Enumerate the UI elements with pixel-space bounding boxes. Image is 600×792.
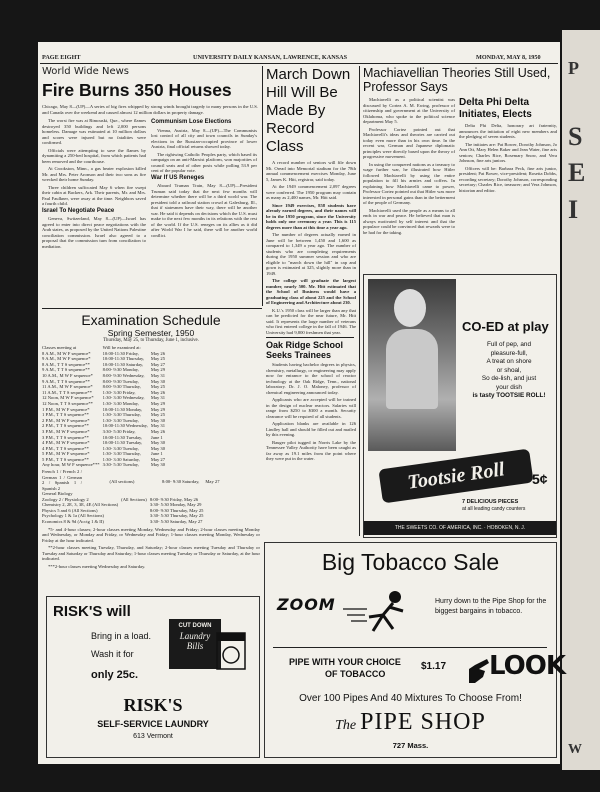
- exam-cell: May 27: [150, 456, 166, 462]
- ad-price: only 25c.: [91, 669, 139, 681]
- paragraph: Officials were attempting to save the flames by dynamiting a 250-bed hospital, from which patients had been removed and the courthouse.: [42, 147, 146, 164]
- tobacco-sale-ad: [264, 542, 565, 758]
- exam-cell: Chemistry 2, 2E, 3, 3E, 4E (All Sections): [42, 502, 119, 508]
- exam-cell: 12 Noon, T T S sequence**: [42, 400, 93, 406]
- subhead: Communism Lose Elections: [151, 119, 232, 125]
- paragraph: Professor Cortez pointed out that Machiavelli's ideas and theories are carried out today even more than in his own time. In the recent war, German and Japanese diplomatic principles were directly based upon the theory of progressive movement.: [363, 126, 455, 159]
- body-shape: [386, 329, 438, 409]
- verse-line: So de-lish, and just: [481, 375, 537, 382]
- paragraph: Application blanks are available in 126 Lindley hall and should be filled out and mailed by this evening.: [266, 421, 356, 437]
- exam-cell: May 25: [150, 412, 166, 418]
- language-time: 8:00- 9:30 Saturday,: [162, 479, 200, 485]
- exam-cell: May 30: [150, 378, 166, 384]
- exam-cell: 3:30- 5:30 Friday,: [102, 428, 136, 434]
- shop-address: 727 Mass.: [392, 741, 429, 750]
- exam-footnotes: [42, 527, 260, 570]
- exam-cell: 1:30- 3:30 Monday,: [102, 400, 139, 406]
- exam-cell: 8:00- 9:30 Thursday,: [102, 384, 141, 390]
- exam-cell: 2 P.M., M W F sequence*: [42, 417, 90, 423]
- exam-cell: 8:00- 9:30 Friday, May 26: [149, 496, 199, 502]
- paragraph: Students having bachelor degrees in physics, chemistry, metallurgy, or engineering may apply now for entrance to the school of reactor technology at the Oak Ridge, Tenn., national laboratory. Dr. J. O. Maloney, professor of chemical engineering announced today.: [266, 362, 356, 395]
- ad-headline: RISK'S will: [53, 603, 131, 620]
- subhead: Oak Ridge School Seeks Trainees: [266, 340, 344, 360]
- washing-machine-icon: [215, 627, 247, 671]
- exam-cell: May 30: [150, 440, 166, 446]
- badge-line: Laundry: [179, 631, 211, 641]
- paragraph: Geneva, Switzerland, May 8—(UP)—Israel has agreed to enter into direct peace negotiations with the Arab states, as proposed by the United Nations Palestine conciliation commission. Israel also agreed to a proposal that the commission turn from conciliation to mediation.: [42, 216, 146, 249]
- risks-laundry-ad: [46, 596, 260, 758]
- ad-offer-line: PIPE WITH YOUR CHOICE: [289, 657, 401, 667]
- exam-cell: 8:00- 9:30 Thursday, May 25: [149, 507, 204, 513]
- story-rule: [266, 337, 354, 338]
- exam-cell: 8:00- 9:30 Tuesday,: [102, 378, 139, 384]
- laundry-badge: [169, 619, 247, 677]
- story-column: [363, 97, 455, 237]
- exam-cell: May 26: [150, 389, 166, 395]
- exam-cell: 9 A.M., M W F sequence*: [42, 356, 91, 362]
- exam-table: [42, 345, 168, 468]
- exam-cell: June 1: [150, 434, 163, 440]
- exam-cell: 10 A.M., M W F sequence*: [42, 372, 93, 378]
- masthead-rule: [40, 63, 558, 64]
- news-column-2: [151, 118, 257, 251]
- language-list: French 1 / French 2 / German 1 / German 2 / Spanish 1 / Spanish 2: [42, 469, 82, 491]
- exam-cell: May 31: [150, 423, 166, 429]
- paper-name: UNIVERSITY DAILY KANSAN, LAWRENCE, KANSAS: [193, 54, 348, 61]
- ad-tagline: at all leading candy counters: [462, 506, 526, 512]
- exam-schedule: [42, 312, 260, 590]
- delta-phi-story: [459, 97, 557, 237]
- issue-date: MONDAY, MAY 8, 1950: [476, 54, 541, 61]
- verse-line: is tasty TOOTSIE ROLL!: [472, 392, 546, 399]
- paragraph: Bauger pilot tugged in Norris Lake by the Tennessee Valley Authority have been caught as far away as 19.1 miles from the point where they were put in the water.: [266, 439, 356, 461]
- ad-tagline: 7 DELICIOUS PIECES: [462, 499, 519, 505]
- subhead: Israel To Negotiate Peace: [42, 207, 115, 214]
- business-name: RISK'S: [123, 695, 183, 715]
- hand-icon: [465, 655, 491, 685]
- dateline: Thursday, May 25, to Thursday, June 1, inclusive.: [103, 338, 199, 343]
- exam-cell: (All Sections): [121, 496, 147, 502]
- column-rule: [359, 66, 360, 536]
- exam-cell: May 27: [150, 361, 166, 367]
- strip-letter: I: [568, 195, 579, 224]
- paragraph: Machiavelli used the people as a means to all ends in war and peace. He believed that man is always motivated by self interest and that the populace could be convinced that rewards were to be had for the taking.: [363, 207, 455, 235]
- newspaper-page: [38, 42, 565, 764]
- exam-cell: 1:30- 3:30 Thursday,: [102, 412, 141, 418]
- strip-letter: W: [568, 742, 582, 757]
- exam-cell: Physics 5 and 6 (All Sections): [42, 507, 98, 513]
- exam-cell: 8:00- 9:30 Monday,: [102, 367, 139, 373]
- strip-letter: P: [568, 58, 579, 78]
- footnote: *5- and 4-hour classes; 2-hour classes meeting Monday, Wednesday and Friday; 2-hour classes meeting Monday and Wednesday, or Monday and Friday, or Wednesday and Friday; 1-hour classes meeting Monday, Wednesday or Friday at the hour indicated.: [42, 526, 260, 543]
- exam-cell: 10:00-11:30 Tuesday,: [102, 440, 143, 446]
- footnote: **2-hour classes meeting Tuesday, Thursday, and Saturday; 2-hour classes meeting Tuesday and Thursday or Tuesday and Saturday or Thursday and Saturday; 1-hour classes meeting Tuesday or Thursday or Saturday, at the hour indicated.: [42, 545, 260, 562]
- paragraph: At Crookston, Minn., a gas heater explosion killed Mr. and Mrs. Peter Aronson and their two sons as fire wrecked their home Sunday.: [42, 166, 146, 182]
- paragraph: The worst fire was at Rimouski, Que., where flames destroyed 350 buildings and left 2,000 persons homeless. Damage was estimated at 10 million dollars and scores were injured but no fatalities were confirmed.: [42, 118, 146, 145]
- ad-price: 5¢: [532, 471, 548, 487]
- paragraph: A record number of seniors will file down Mt. Oread into Memorial stadium for the 78th annual commencement exercises Monday, June 5, James K. Hitt, registrar, said today.: [266, 160, 356, 182]
- exam-cell: 8:00- 9:30 Wednesday,: [102, 372, 145, 378]
- exam-cell: 10:00-11:30 Tuesday,: [102, 434, 143, 440]
- exam-cell: 8 A.M., T T S sequence**: [42, 361, 90, 367]
- exam-cell: 1:30- 3:30 Thursday,: [102, 451, 141, 457]
- exam-cell: June 1: [150, 451, 163, 457]
- zoom-text: ZOOM: [277, 595, 336, 614]
- world-news-section: [42, 66, 258, 316]
- model-photo: [368, 279, 456, 451]
- look-graphic: [465, 651, 565, 687]
- exam-cell: May 31: [150, 395, 166, 401]
- ad-line: Bring in a load.: [91, 631, 152, 641]
- brand-logo: Tootsie Roll: [406, 458, 506, 494]
- exam-cell: 3:30- 5:30 Monday, May 29: [149, 502, 202, 508]
- paragraph: Three children suffocated May 6 when fire swept their cabin at Backers, Ark. Their parents, Mr. and Mrs. Paul Faulkner, were away at the time. Neighbors saved a fourth child.: [42, 184, 146, 206]
- exam-cell: May 29: [150, 406, 166, 412]
- strip-letter: E: [568, 158, 586, 187]
- exam-cell: Zoology 2 / Physiology 2: [42, 496, 89, 502]
- story-body: [459, 123, 557, 193]
- exam-cell: 5 P.M., M W F sequence*: [42, 451, 90, 457]
- exam-cell: 5 P.M., T T S sequence**: [42, 456, 89, 462]
- exam-cell: 9 A.M., T T S sequence**: [42, 378, 90, 384]
- ad-rule: [273, 647, 547, 648]
- exam-cell: 4 P.M., M W F sequence*: [42, 440, 90, 446]
- verse-line: pleasure-full,: [490, 349, 528, 357]
- page-number: PAGE EIGHT: [42, 54, 81, 61]
- news-column-1: [42, 118, 146, 251]
- business-address: 613 Vermont: [133, 733, 173, 740]
- lead-paragraph: Chicago, May 8—(UP)—A series of big fires whipped by strong winds brought tragedy to many persons in the U.S. and Canada over the weekend and caused almost 12 million dollars in property damage.: [42, 104, 258, 115]
- headline: Machiavellian Theories Still Used, Professor Says: [363, 66, 551, 94]
- running-man-illustration: [277, 589, 417, 635]
- paragraph: K.U.'s 1950 class will be larger than any that can be predicted for the near future, Mr. Hitt said. It represents the large number of veterans who first entered college in the fall of 1946. The University had 9,800 freshmen that year.: [266, 307, 356, 335]
- column-header: Classes meeting at: [42, 345, 77, 350]
- ad-offer-line: OF TOBACCO: [325, 669, 386, 679]
- exam-cell: Any hour, M W F sequence***: [42, 462, 100, 468]
- badge-line: CUT DOWN: [178, 623, 212, 629]
- paragraph: Aboard Truman Train, May 8—(UP)—President Truman said today that the next few months will determine whether there will be a third world war. The president told a railroad station crowd at Galesburg, Ill., that if statesmen have their way, there will be another war. He said it depends on decisions which the U.S. must make to the next few months in its relations with the rest of the world. If the U.S. reneges on its allies as it did after World War I he said, there will be another world conflict.: [151, 183, 257, 238]
- footnote: ***2-hour classes meeting Wednesday and Saturday.: [48, 563, 146, 569]
- special-exam-table: [42, 491, 206, 525]
- tootsie-roll-ad: [363, 274, 557, 538]
- column-header: Will be examined at:: [102, 345, 141, 350]
- headline: Fire Burns 350 Houses: [42, 80, 232, 100]
- paragraph: The college will graduate the largest number, nearly 500. Mr. Hitt estimated that the School of Business would have a graduating class of about 225 and the School of Engineering and Architecture about 230.: [266, 278, 356, 305]
- exam-cell: May 31: [150, 372, 166, 378]
- paragraph: The initiates are: Pat Bower, Dorothy Johnson, Jo Ann Ott, Mary Helen Baker and Jean Water, fine arts seniors; Charles Rice, Rosemary Snow, and Vera Johnson, fine arts juniors.: [459, 141, 557, 163]
- exam-cell: 1:30- 3:30 Friday,: [102, 389, 136, 395]
- ad-tagline: Over 100 Pipes And 40 Mixtures To Choose From!: [299, 693, 522, 704]
- exam-cell: 9 A.M., T T S sequence**: [42, 367, 90, 373]
- running-man-icon: [343, 589, 417, 635]
- strip-letter: S: [568, 122, 583, 151]
- paragraph: Vienna, Austria, May 8—(UP)—The Communists lost control of all city and town councils in Sunday's elections in the Russian-occupied province of lower Austria, final official returns showed today.: [151, 127, 257, 149]
- paragraph: In using the conquered nations as a treasury to wage further war, he illustrated how Hitler followed Machiavelli by using the entire population to fill his armies and coffers. In explaining how Machiavelli came to power, Professor Cortez pointed out that Hitler was more interested in personal gains than in the betterment of the people of Germany.: [363, 161, 455, 205]
- exam-cell: [121, 519, 150, 525]
- exam-cell: 1:30- 3:30 Saturday,: [102, 456, 140, 462]
- ad-line: Wash it for: [91, 649, 134, 659]
- exam-cell: 3:30- 5:30 Thursday, May 25: [149, 513, 204, 519]
- language-date: May 27: [205, 479, 220, 485]
- machiavelli-story: [363, 66, 558, 296]
- exam-cell: 3:30- 5:30 Tuesday,: [102, 462, 139, 468]
- verse-line: or shoal,: [496, 366, 522, 374]
- exam-cell: May 29: [150, 367, 166, 373]
- section-label: World Wide News: [42, 66, 129, 77]
- exam-cell: May 26: [150, 428, 166, 434]
- headline: March Down Hill Will Be Made By Record Class: [266, 66, 351, 155]
- paragraph: Officers will be: Barbara Peck, fine arts junior, president; Pat Bower, vice-president; Rosetta Dobbs, recording secretary; Dorothy Johnson, corresponding secretary; Charles Rice, treasurer; and Vera Johnson, historian and editor.: [459, 165, 557, 193]
- ad-price: $1.17: [421, 661, 447, 672]
- language-block: [42, 469, 260, 491]
- exam-cell: 12 Noon, M W F sequence*: [42, 395, 94, 401]
- exam-cell: 3 P.M., M W F sequence*: [42, 428, 90, 434]
- exam-cell: May 29: [150, 400, 166, 406]
- exam-cell: 8 A.M., M W F sequence*: [42, 350, 91, 356]
- exam-cell: May 30: [150, 417, 166, 423]
- exam-cell: 2 P.M., T T S sequence**: [42, 423, 89, 429]
- exam-cell: May 26: [150, 350, 166, 356]
- ad-verse: [466, 341, 552, 401]
- exam-cell: Economics 8 & 9d (Acctg 1 & II): [42, 519, 104, 525]
- verse-line: your dish: [496, 383, 522, 391]
- exam-cell: May 25: [150, 384, 166, 390]
- exam-cell: 4 P.M., T T S sequence**: [42, 445, 89, 451]
- column-rule: [262, 66, 263, 306]
- shop-name: PIPE SHOP: [360, 709, 486, 735]
- subhead: War If US Reneges: [151, 174, 205, 181]
- exam-cell: May 30: [150, 445, 166, 451]
- language-sections: (All sections): [109, 479, 135, 485]
- paragraph: Machiavelli as a political scientist was discussed by Cortez A. M. Ewing, professor of citizenship and government at the University of Oklahoma, who spoke to the political science department May 5.: [363, 97, 455, 124]
- exam-cell: 3 P.M., T T S sequence**: [42, 434, 89, 440]
- paragraph: The number of degrees actually earned in June will be between 1,450 and 1,600 as compared to 1,349 a year ago. The number of students who are completing requirements during the 1950 summer session and who are eligible to "march down the hill" in cap and gown is estimated at 325, slightly more than in 1949.: [266, 232, 356, 276]
- exam-cell: May 30: [150, 462, 166, 468]
- face-shape: [394, 289, 426, 327]
- exam-cell: 1 P.M., M W F sequence*: [42, 406, 90, 412]
- verse-line: A treat on shore: [486, 358, 532, 365]
- exam-cell: 11 A.M., T T S sequence**: [42, 389, 93, 395]
- verse-line: Full of pep, and: [486, 341, 532, 348]
- story-body: [266, 160, 356, 335]
- exam-cell: 1:30- 3:30 Tuesday,: [102, 445, 139, 451]
- exam-cell: 3:30- 5:30 Saturday, May 27: [149, 519, 203, 525]
- paragraph: At the 1949 commencement 2,097 degrees were conferred. The 1950 program may contain as many as 2,400 names, Mr. Hitt said.: [266, 184, 356, 200]
- story-body: [266, 362, 356, 462]
- paragraph: The rightwing Catholic Peoples party, which based its campaign on an anti-Marxist platform, won majorities of council seats and of other posts while polling 53.9 per cent of the popular vote.: [151, 151, 257, 173]
- subhead: Spring Semester, 1950: [107, 328, 195, 338]
- exam-cell: Psychology 1 & 1a (All Sections): [42, 513, 104, 519]
- exam-cell: 11 A.M., M W F sequence*: [42, 384, 93, 390]
- exam-cell: 10:00-11:30 Thursday,: [102, 356, 145, 362]
- exam-cell: May 25: [150, 356, 166, 362]
- ad-headline: Big Tobacco Sale: [321, 549, 500, 575]
- ad-company-bar: THE SWEETS CO. OF AMERICA, INC. · HOBOKEN, N. J.: [364, 521, 556, 535]
- tootsie-roll-wrapper: [378, 449, 533, 504]
- exam-cell: 1:30- 3:30 Tuesday,: [102, 417, 139, 423]
- business-type: SELF-SERVICE LAUNDRY: [97, 719, 209, 729]
- shop-name-article: The: [335, 718, 357, 733]
- exam-cell: 10:00-11:30 Saturday,: [102, 361, 144, 367]
- exam-row: [42, 462, 168, 468]
- adjacent-page-strip: [562, 30, 600, 770]
- cut-down-badge: [169, 619, 221, 669]
- ad-headline: CO-ED at play: [462, 319, 549, 334]
- special-exam-row: [42, 519, 206, 525]
- badge-line: Bills: [186, 641, 204, 651]
- paragraph: Delta Phi Delta, honorary art fraternity, announces the initiation of eight new members and the pledging of seven students.: [459, 123, 557, 139]
- section-rule: [42, 308, 262, 309]
- paragraph: Since 1949 exercises, 858 students have already earned degrees, and their names will be in the 1950 program, since the University holds only one ceremony a year. This is 115 degrees more than at this time a year ago.: [266, 202, 356, 230]
- paragraph: Applicants who are accepted will be trained in the design of nuclear reactors. Salaries will range from $250 to $300 a month. Security clearance will be required of all students.: [266, 397, 356, 419]
- exam-cell: 1 P.M., T T S sequence**: [42, 412, 89, 418]
- ad-copy: Hurry down to the Pipe Shop for the biggest bargains in tobacco.: [435, 598, 547, 615]
- headline: Examination Schedule: [81, 312, 221, 328]
- shop-name-block: [265, 709, 556, 736]
- exam-cell: 10:00-11:30 Friday,: [102, 350, 139, 356]
- exam-cell: General Biology: [42, 491, 73, 497]
- subhead: Delta Phi Delta Initiates, Elects: [459, 97, 532, 120]
- exam-cell: 10:00-11:30 Wednesday,: [102, 423, 148, 429]
- look-text: LOOK: [489, 651, 565, 681]
- exam-cell: 10:00-11:30 Monday,: [102, 406, 143, 412]
- enrollment-story: [266, 66, 356, 536]
- exam-cell: 1:30- 3:30 Wednesday,: [102, 395, 145, 401]
